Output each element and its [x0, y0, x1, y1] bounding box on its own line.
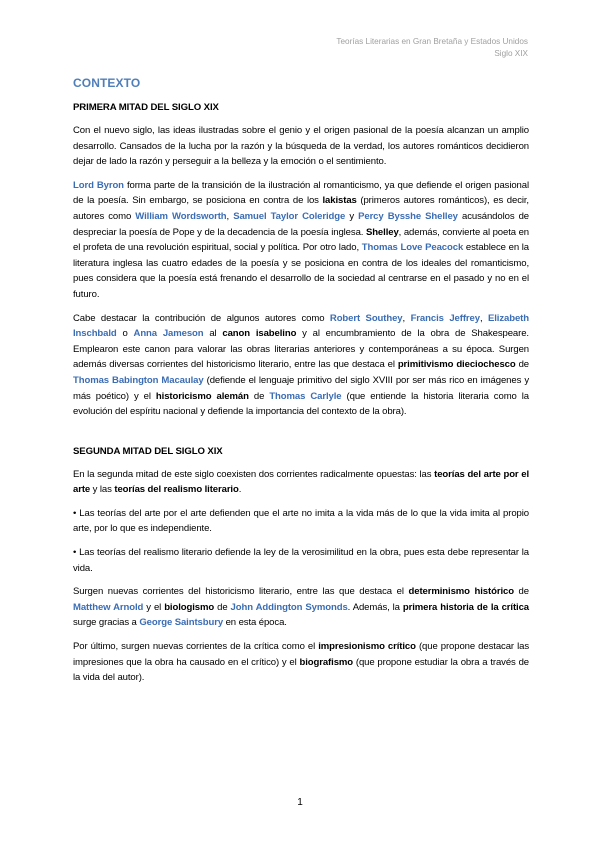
author-name: Elizabeth Inschbald	[73, 312, 529, 340]
author-name: George Saintsbury	[139, 617, 224, 629]
bullet-item-2: • Las teorías del realismo literario defiende la ley de la verosimilitud en la obra, pues esta debe representar la vida.	[73, 547, 529, 574]
key-term: historicismo alemán	[155, 390, 249, 402]
part2-heading: SEGUNDA MITAD DEL SIGLO XIX	[73, 445, 223, 457]
part2-paragraph-2: Surgen nuevas corrientes del historicismo literario, entre las que destaca el determinismo histórico de Matthew Arnold y el biologismo de John Addington Symonds. Además, la primera historia de la crítica surge gracias a George Saintsbury en esta época.	[73, 586, 530, 629]
author-name: Francis Jeffrey	[410, 312, 480, 324]
key-term: biografismo	[299, 656, 354, 668]
page-number: 1	[297, 797, 303, 808]
author-name: Robert Southey	[329, 312, 403, 324]
author-name: John Addington Symonds	[230, 601, 348, 613]
key-term: determinismo histórico	[408, 586, 514, 598]
key-term: primitivismo dieciochesco	[397, 359, 516, 371]
part2-paragraph-1: En la segunda mitad de este siglo coexisten dos corrientes radicalmente opuestas: las teorías del arte por el arte y las teorías del realismo literario.	[73, 468, 530, 496]
author-name: Thomas Babington Macaulay	[73, 374, 204, 386]
part1-paragraph-3: Cabe destacar la contribución de algunos autores como Robert Southey, Francis Jeffrey, Elizabeth Inschbald o Anna Jameson al canon isabelino y al encumbramiento de la obra de Shakespeare. Emplearon este canon para valorar las obras literarias anteriores y contemporáneas a su época. Surgen además diversas corrientes del historicismo literario, entre las que destaca el primitivismo dieciochesco de Thomas Babington Macaulay (defiende el lenguaje primitivo del siglo XVIII por ser más rico en imágenes y más poético) y el historicismo alemán de Thomas Carlyle (que entiende la historia literaria como la evolución del espíritu nacional y defiende la importancia del contexto de la obra).	[73, 312, 530, 418]
header-subtitle: Siglo XIX	[494, 49, 528, 58]
part1-paragraph-2: Lord Byron forma parte de la transición de la ilustración al romanticismo, ya que defiende el origen pasional de la poesía. Sin embargo, se posiciona en contra de los lakistas (primeros autores románticos), es decir, autores como William Wordsworth, Samuel Taylor Coleridge y Percy Bysshe Shelley acusándolos de despreciar la poesía de Pope y de la decadencia de la poesía inglesa. Shelley, además, convierte al poeta en el profeta de una revolución espiritual, social y política. Por otro lado, Thomas Love Peacock establece en la literatura inglesa las cuatro edades de la poesía y se posiciona en contra de los ideales del romanticismo, pues considera que la poesía está frenando el desarrollo de la sociedad al centrarse en el pasado y no en el futuro.	[73, 179, 530, 300]
key-term: teorías del arte por el arte	[73, 468, 530, 496]
section-title: CONTEXTO	[73, 76, 141, 90]
header-title: Teorías Literarias en Gran Bretaña y Estados Unidos	[336, 37, 528, 46]
key-term: Shelley	[365, 226, 399, 238]
author-name: Percy Bysshe Shelley	[358, 210, 458, 222]
author-name: Samuel Taylor Coleridge	[233, 210, 346, 222]
author-name: Lord Byron	[73, 179, 124, 191]
author-name: Anna Jameson	[133, 328, 204, 340]
key-term: primera historia de la crítica	[402, 601, 530, 613]
document-body	[73, 76, 529, 694]
bullet-item-1: • Las teorías del arte por el arte defienden que el arte no imita a la vida más de lo que la vida imita al propio arte, por lo que es independiente.	[73, 507, 529, 535]
part1-paragraph-1: Con el nuevo siglo, las ideas ilustradas sobre el genio y el origen pasional de la poesía alcanzan un amplio desarrollo. Cansados de la lucha por la razón y la búsqueda de la verdad, los autores románticos decidieron dejar de lado la razón y perseguir a la belleza y la emoción o el sentimiento.	[73, 125, 529, 168]
part2-paragraph-3: Por último, surgen nuevas corrientes de la crítica como el impresionismo crítico (que propone destacar las impresiones que la obra ha causado en el crítico) y el biografismo (que propone estudiar la obra a través de la vida del autor).	[73, 641, 530, 684]
author-name: William Wordsworth	[135, 210, 227, 222]
part1-heading: PRIMERA MITAD DEL SIGLO XIX	[73, 102, 219, 113]
key-term: canon isabelino	[222, 328, 297, 340]
key-term: impresionismo crítico	[318, 641, 416, 653]
key-term: teorías del realismo literario	[114, 484, 239, 496]
key-term: lakistas	[322, 195, 357, 207]
section-spacer	[73, 428, 529, 446]
running-header	[336, 36, 528, 60]
author-name: Thomas Carlyle	[269, 390, 342, 402]
author-name: Matthew Arnold	[73, 601, 144, 613]
key-term: biologismo	[164, 601, 215, 613]
author-name: Thomas Love Peacock	[361, 242, 464, 254]
